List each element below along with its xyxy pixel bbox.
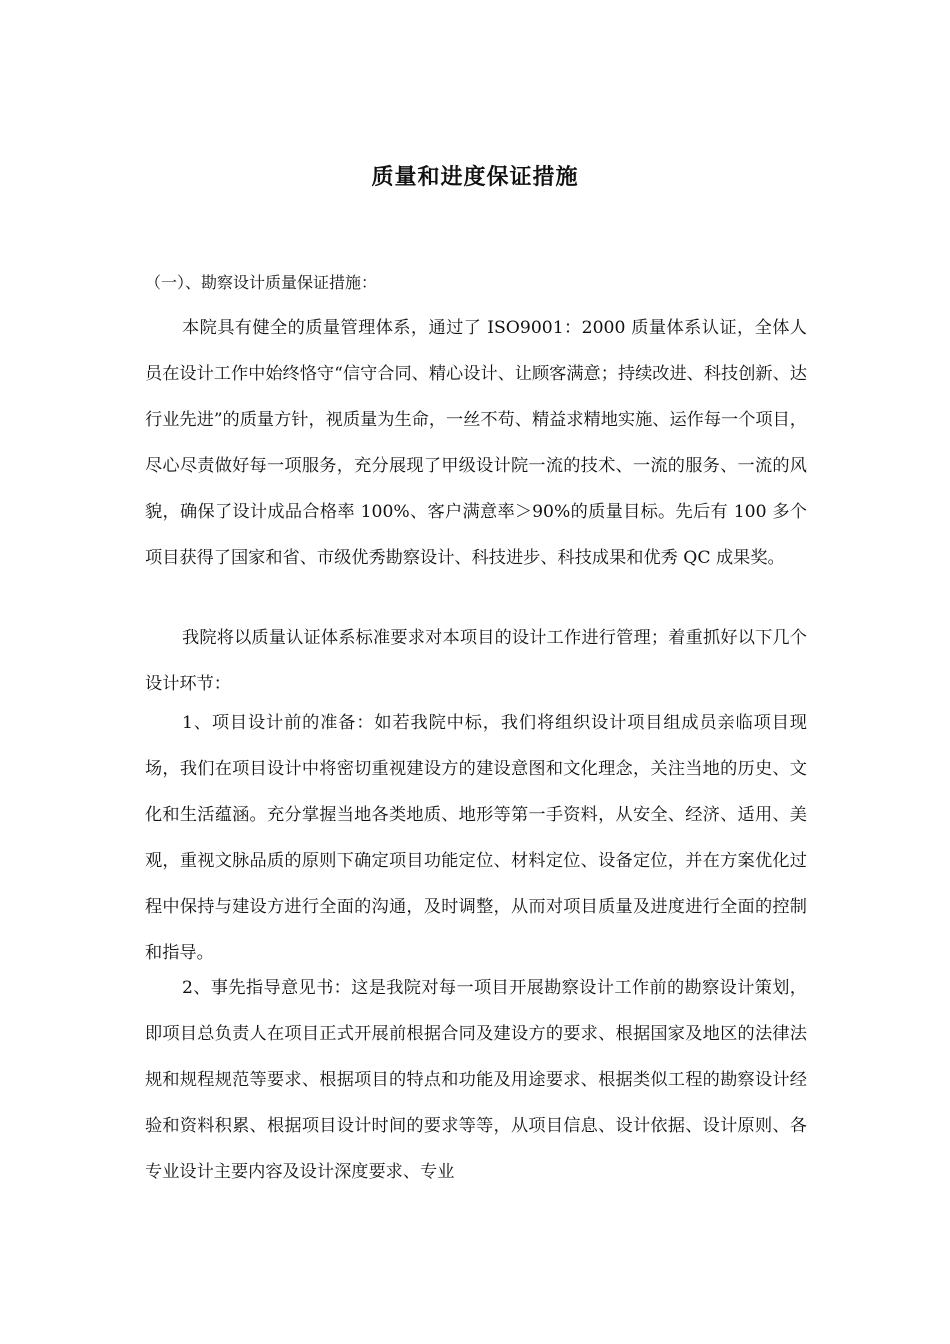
paragraph-preparation — [145, 700, 807, 977]
paragraph-management-intro — [145, 615, 807, 707]
section-heading: （一）、勘察设计质量保证措施： — [145, 273, 378, 292]
paragraph-quality-system — [145, 305, 807, 582]
paragraph-text: 我院将以质量认证体系标准要求对本项目的设计工作进行管理；着重抓好以下几个设计环节： — [145, 628, 807, 695]
paragraph-text: 本院具有健全的质量管理体系，通过了 ISO9001：2000 质量体系认证，全体人员在设计工作中始终恪守“信守合同、精心设计、让顾客满意；持续改进、科技创新、达行业先进”的质量方针，视质量为生命，一丝不苟、精益求精地实施、运作每一个项目，尽心尽责做好每一项服务，充分展现了甲级设计院一流的技术、一流的服务、一流的风貌，确保了设计成品合格率 100%、客户满意率＞90%的质量目标。先后有 100 多个项目获得了国家和省、市级优秀勘察设计、科技进步、科技成果和优秀 QC 成果奖。 — [145, 318, 807, 569]
document-title: 质量和进度保证措施 — [371, 164, 579, 190]
paragraph-text: 1、项目设计前的准备：如若我院中标，我们将组织设计项目组成员亲临项目现场，我们在项目设计中将密切重视建设方的建设意图和文化理念，关注当地的历史、文化和生活蕴涵。充分掌握当地各类地质、地形等第一手资料，从安全、经济、适用、美观，重视文脉品质的原则下确定项目功能定位、材料定位、设备定位，并在方案优化过程中保持与建设方进行全面的沟通，及时调整，从而对项目质量及进度进行全面的控制和指导。 — [145, 713, 807, 964]
paragraph-text: 2、事先指导意见书：这是我院对每一项目开展勘察设计工作前的勘察设计策划，即项目总负责人在项目正式开展前根据合同及建设方的要求、根据国家及地区的法律法规和规程规范等要求、根据项目的特点和功能及用途要求、根据类似工程的勘察设计经验和资料积累、根据项目设计时间的要求等等，从项目信息、设计依据、设计原则、各专业设计主要内容及设计深度要求、专业 — [145, 978, 807, 1183]
paragraph-guidance — [145, 965, 807, 1195]
